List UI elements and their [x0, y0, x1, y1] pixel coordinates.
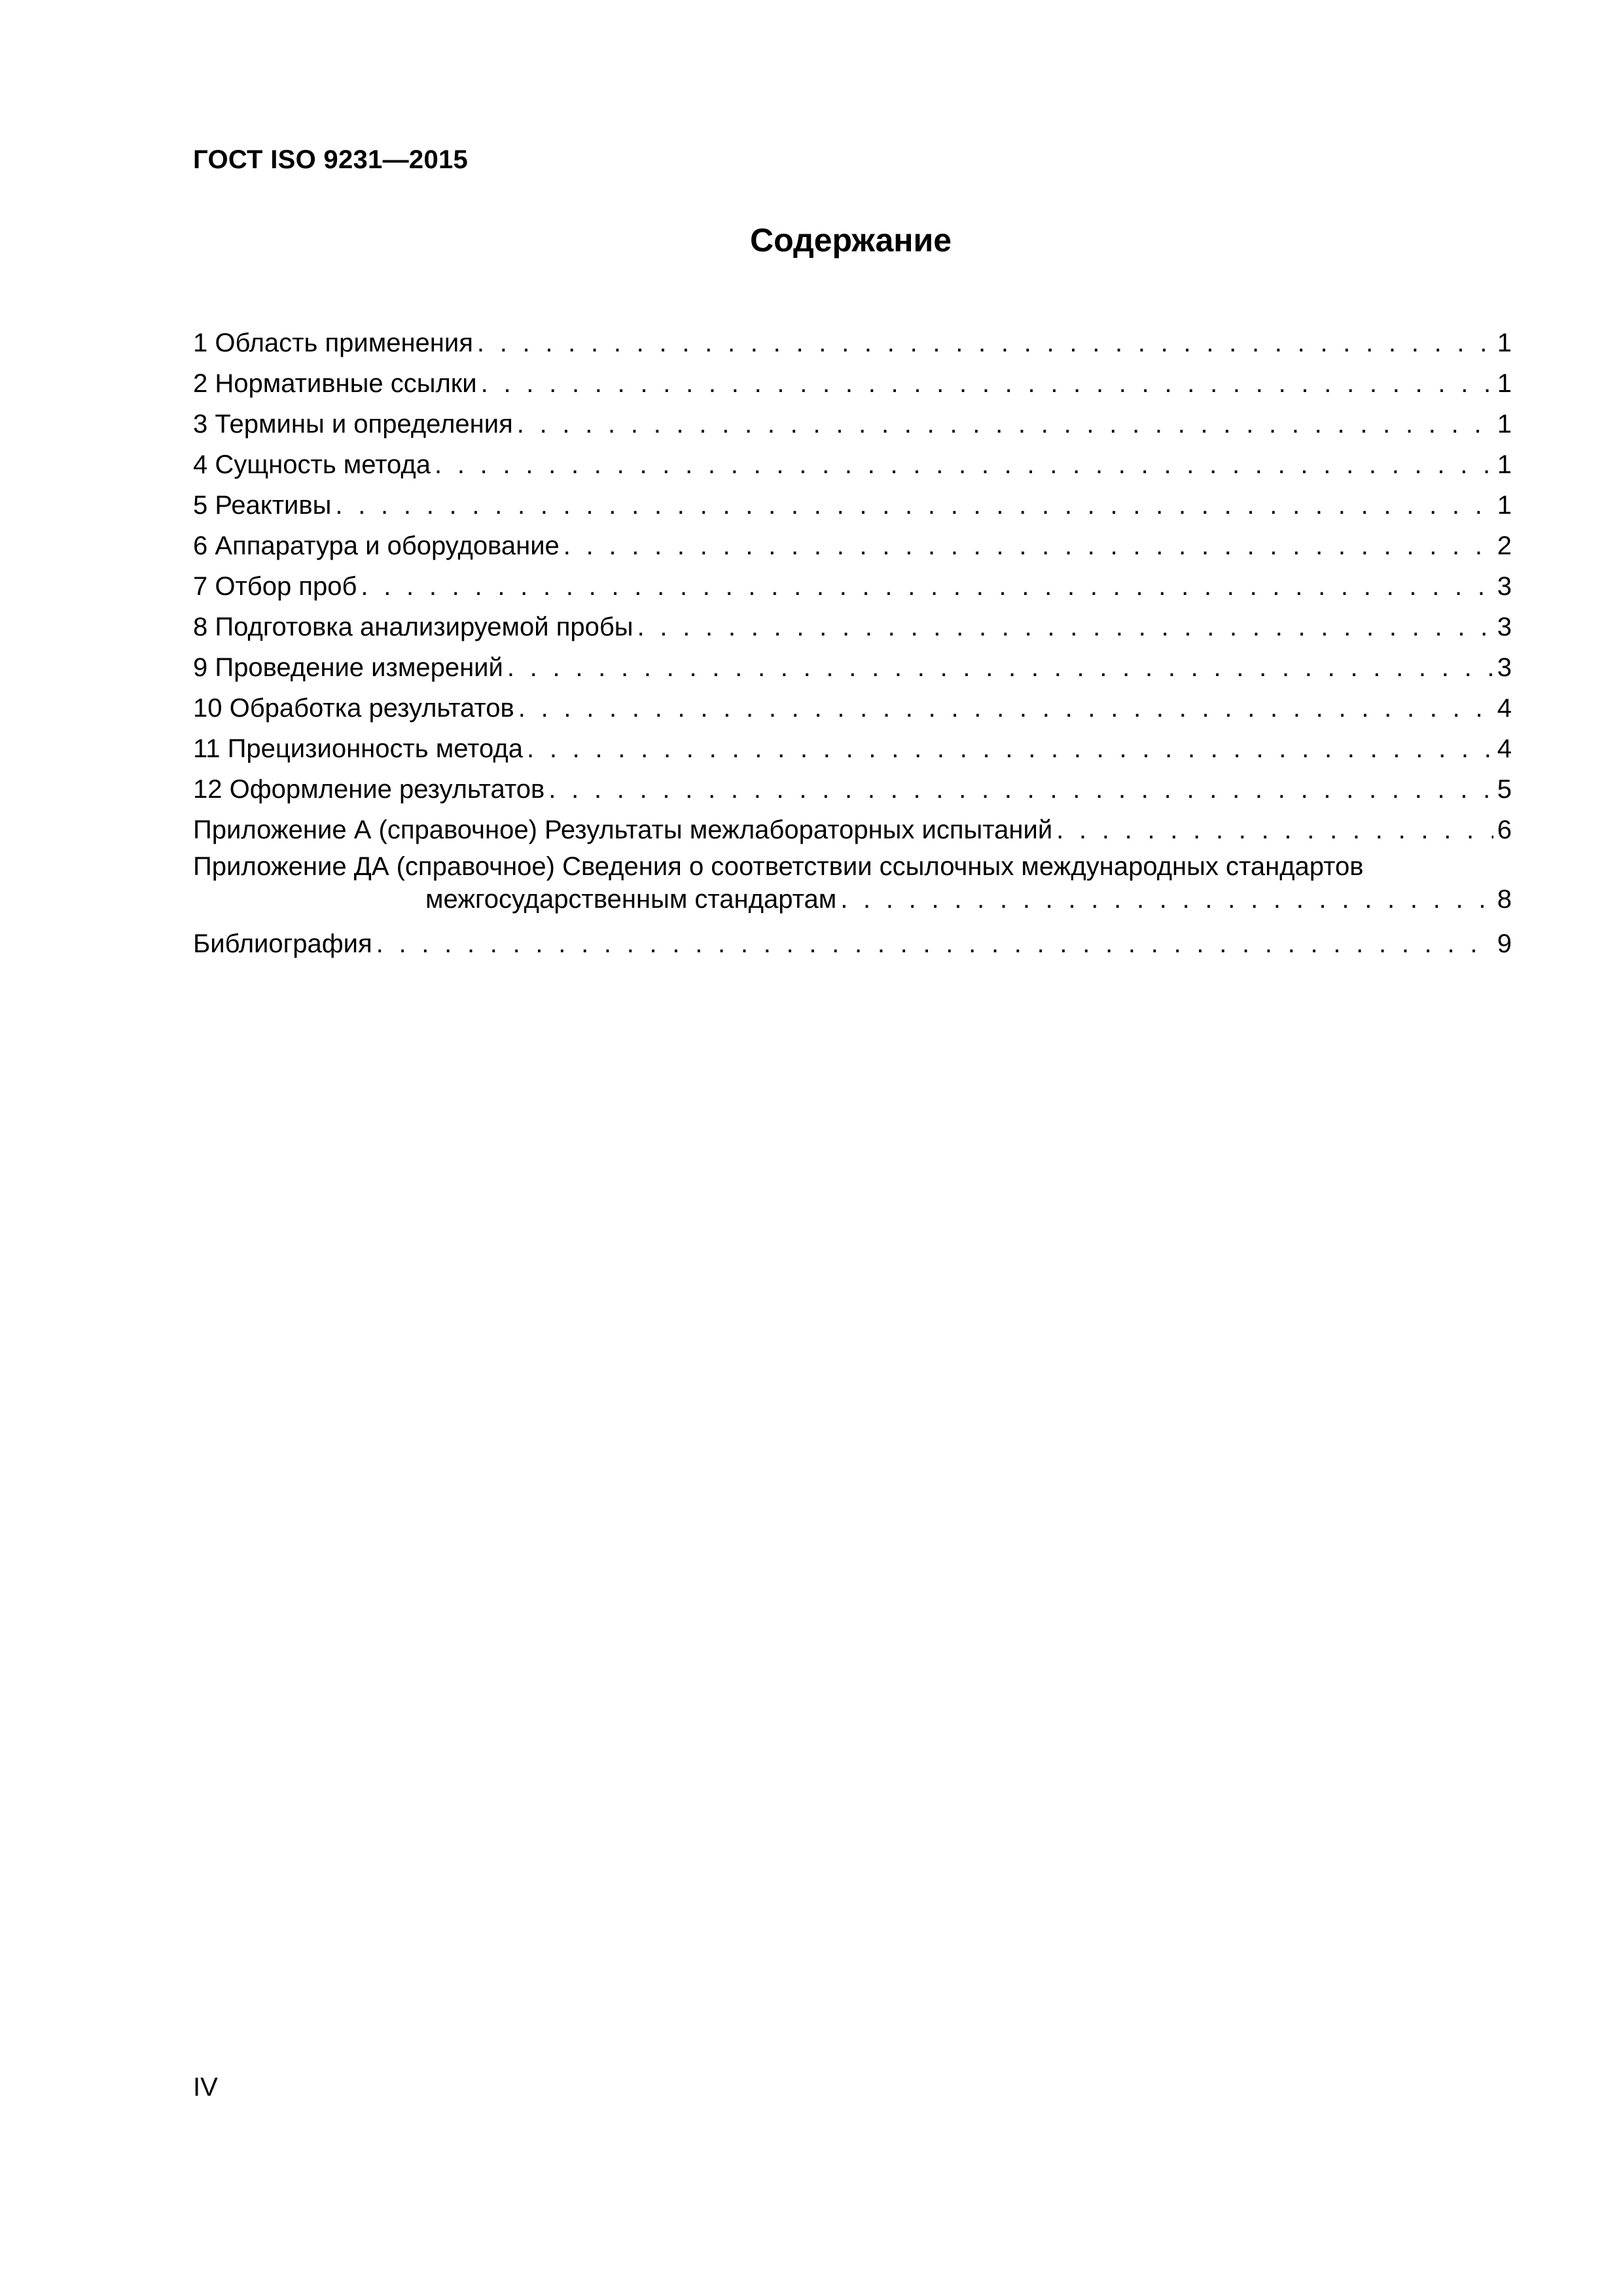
toc-page-number: 4	[1497, 694, 1512, 723]
toc-page-number: 1	[1497, 329, 1512, 357]
toc-entry-measurements[interactable]	[193, 647, 1512, 688]
toc-dot-leader	[335, 485, 1493, 526]
toc-entry-text: 10 Обработка результатов	[193, 694, 514, 723]
toc-entry-reagents[interactable]	[193, 485, 1512, 526]
toc-entry-annex-da[interactable]	[193, 850, 1512, 916]
toc-dot-leader	[1056, 810, 1493, 850]
toc-entry-text: 9 Проведение измерений	[193, 653, 503, 682]
toc-page-number: 9	[1497, 929, 1512, 958]
toc-entry-text: 11 Прецизионность метода	[193, 734, 524, 763]
toc-dot-leader	[517, 404, 1493, 444]
toc-dot-leader	[518, 688, 1493, 728]
table-of-contents	[193, 323, 1512, 964]
toc-dot-leader	[563, 526, 1493, 566]
toc-page-number: 1	[1497, 450, 1512, 479]
toc-page-number: 3	[1497, 653, 1512, 682]
toc-dot-leader	[840, 883, 1493, 916]
toc-entry-text: 2 Нормативные ссылки	[193, 369, 477, 398]
toc-dot-leader	[435, 444, 1493, 485]
toc-entry-terms-definitions[interactable]	[193, 404, 1512, 444]
toc-dot-leader	[477, 323, 1493, 363]
toc-entry-text: 4 Сущность метода	[193, 450, 431, 479]
toc-entry-text-line1: Приложение ДА (справочное) Сведения о соответствии ссылочных международных стандартов	[193, 852, 1364, 881]
toc-dot-leader	[481, 363, 1493, 404]
toc-dot-leader	[548, 769, 1493, 810]
toc-entry-results-presentation[interactable]	[193, 769, 1512, 810]
toc-entry-annex-a[interactable]	[193, 810, 1512, 850]
toc-dot-leader	[361, 566, 1493, 607]
toc-dot-leader	[376, 924, 1493, 964]
toc-entry-text: 7 Отбор проб	[193, 572, 357, 601]
toc-entry-text: 3 Термины и определения	[193, 410, 513, 439]
toc-page-number: 6	[1497, 816, 1512, 844]
toc-entry-precision[interactable]	[193, 728, 1512, 769]
toc-page-number: 1	[1497, 410, 1512, 439]
toc-page-number: 5	[1497, 775, 1512, 804]
footer-page-number: IV	[193, 2073, 218, 2102]
toc-entry-text: Приложение А (справочное) Результаты межлабораторных испытаний	[193, 816, 1053, 844]
toc-entry-sampling[interactable]	[193, 566, 1512, 607]
toc-entry-text-line2: межгосударственным стандартам	[425, 885, 837, 914]
toc-dot-leader	[527, 728, 1493, 769]
toc-entry-sample-preparation[interactable]	[193, 607, 1512, 647]
toc-page-number: 3	[1497, 572, 1512, 601]
toc-entry-text: 6 Аппаратура и оборудование	[193, 531, 560, 560]
toc-page-number: 1	[1497, 369, 1512, 398]
document-header-code: ГОСТ ISO 9231—2015	[193, 145, 469, 174]
toc-entry-results-processing[interactable]	[193, 688, 1512, 728]
toc-dot-leader	[507, 647, 1493, 688]
toc-page-number: 3	[1497, 613, 1512, 641]
toc-entry-text: 12 Оформление результатов	[193, 775, 545, 804]
toc-dot-leader	[637, 607, 1493, 647]
toc-entry-normative-references[interactable]	[193, 363, 1512, 404]
toc-page-number: 4	[1497, 734, 1512, 763]
toc-page-number: 2	[1497, 531, 1512, 560]
toc-entry-method-principle[interactable]	[193, 444, 1512, 485]
toc-entry-scope[interactable]	[193, 323, 1512, 363]
toc-entry-text: 1 Область применения	[193, 329, 473, 357]
toc-title: Содержание	[749, 222, 952, 259]
toc-entry-text: 5 Реактивы	[193, 491, 332, 520]
toc-page-number: 1	[1497, 491, 1512, 520]
toc-entry-text: Библиография	[193, 929, 372, 958]
toc-page-number: 8	[1497, 885, 1512, 914]
toc-entry-apparatus[interactable]	[193, 526, 1512, 566]
toc-entry-bibliography[interactable]	[193, 924, 1512, 964]
toc-entry-text: 8 Подготовка анализируемой пробы	[193, 613, 633, 641]
